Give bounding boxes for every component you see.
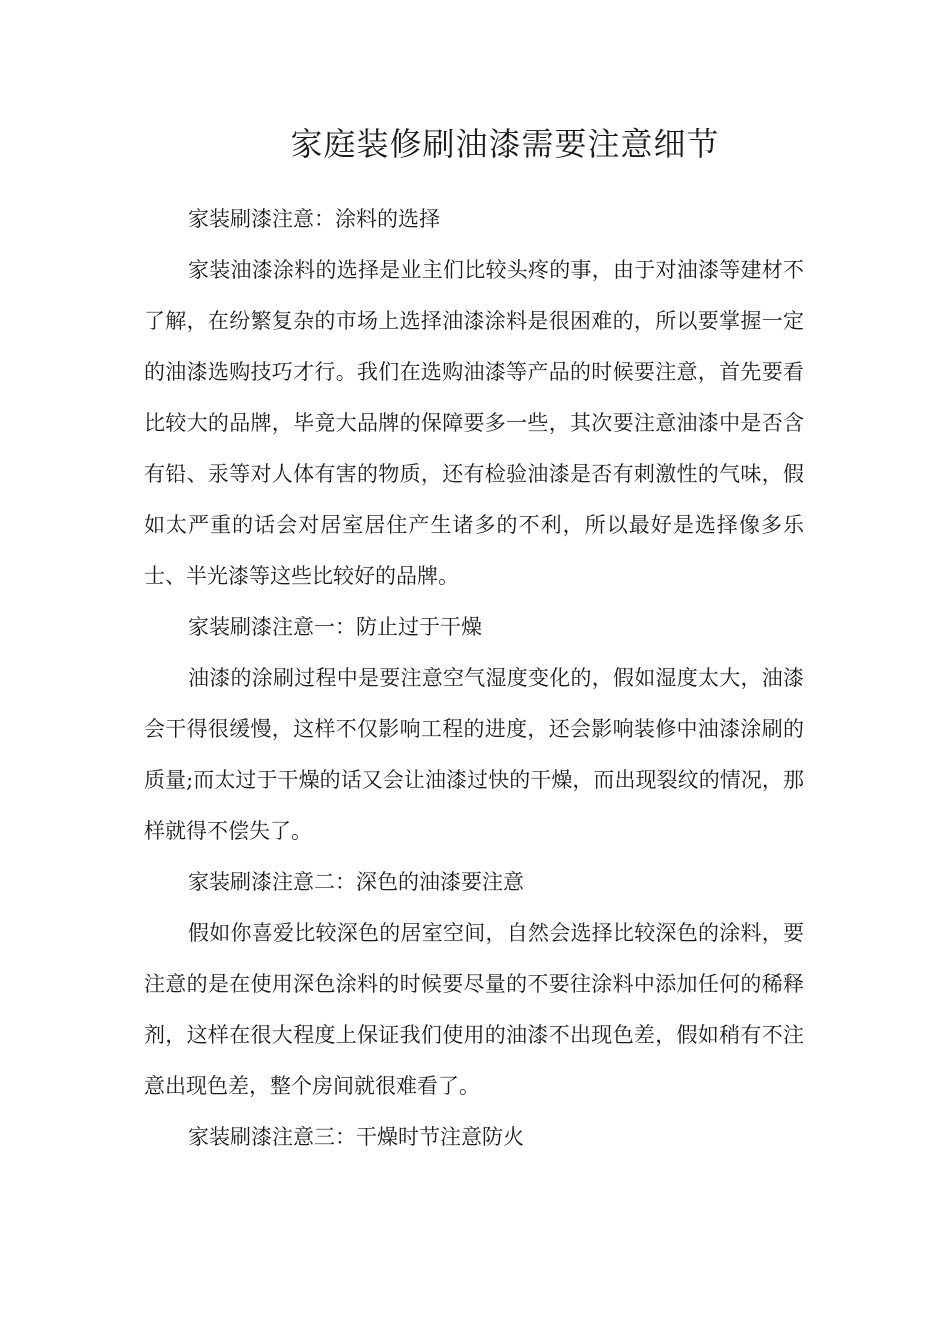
section-heading-dark-paint: 家装刷漆注意二：深色的油漆要注意 — [188, 870, 524, 894]
section-paragraph-coating-choice: 家装油漆涂料的选择是业主们比较头疼的事，由于对油漆等建材不了解，在纷繁复杂的市场上选择油漆涂料是很困难的，所以要掌握一定的油漆选购技巧才行。我们在选购油漆等产品的时候要注意，首先要看比较大的品牌，毕竟大品牌的保障要多一些，其次要注意油漆中是否含有铅、汞等对人体有害的物质，还有检验油漆是否有刺激性的气味，假如太严重的话会对居室居住产生诸多的不利，所以最好是选择像多乐士、半光漆等这些比较好的品牌。 — [144, 258, 804, 588]
section-paragraph-dark-paint: 假如你喜爱比较深色的居室空间，自然会选择比较深色的涂料，要注意的是在使用深色涂料的时候要尽量的不要往涂料中添加任何的稀释剂，这样在很大程度上保证我们使用的油漆不出现色差，假如稍有不注意出现色差，整个房间就很难看了。 — [144, 921, 804, 1098]
document-body — [144, 194, 804, 1163]
section-heading-fire-prevention: 家装刷漆注意三：干燥时节注意防火 — [188, 1125, 524, 1149]
document-title: 家庭装修刷油漆需要注意细节 — [290, 125, 720, 163]
section-heading-prevent-dryness: 家装刷漆注意一：防止过于干燥 — [188, 615, 482, 639]
section-paragraph-prevent-dryness: 油漆的涂刷过程中是要注意空气湿度变化的，假如湿度太大，油漆会干得很缓慢，这样不仅影响工程的进度，还会影响装修中油漆涂刷的质量;而太过于干燥的话又会让油漆过快的干燥，而出现裂纹的情况，那样就得不偿失了。 — [144, 666, 804, 843]
section-heading-coating-choice: 家装刷漆注意：涂料的选择 — [188, 207, 440, 231]
